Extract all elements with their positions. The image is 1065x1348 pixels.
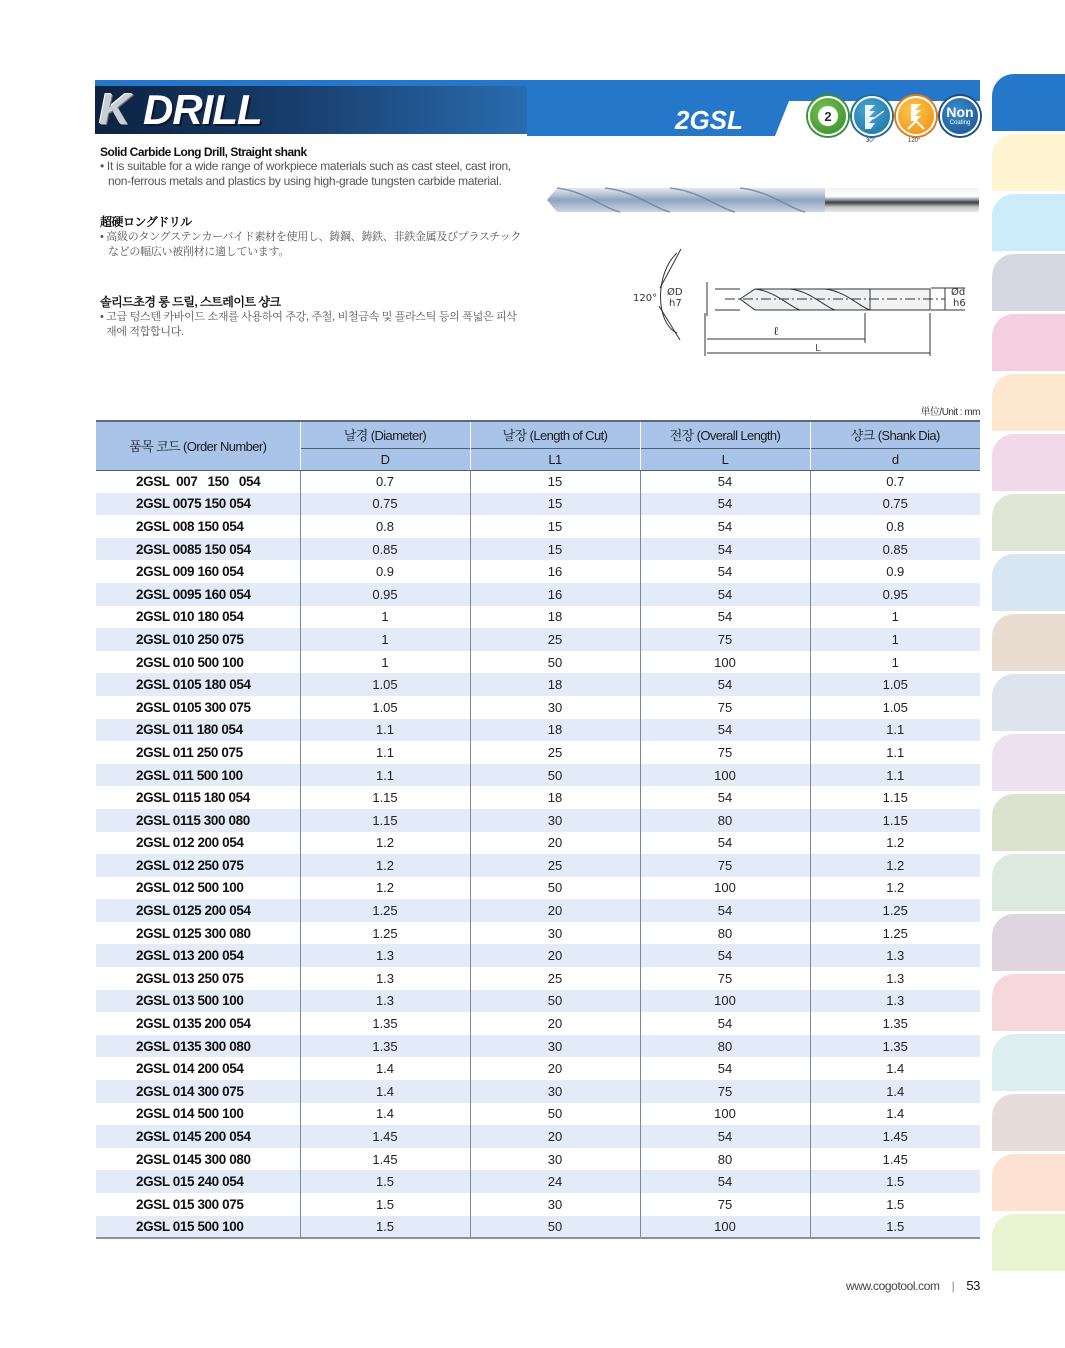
length-of-cut-cell: 16 [470, 560, 640, 583]
diameter-cell: 1.35 [300, 1035, 470, 1058]
length-of-cut-cell: 50 [470, 1103, 640, 1126]
length-of-cut-cell: 20 [470, 1012, 640, 1035]
cut-length-label: ℓ [773, 324, 779, 338]
side-tab[interactable] [992, 734, 1065, 791]
diameter-cell: 1.2 [300, 832, 470, 855]
order-number-cell: 2GSL 013 250 075 [136, 970, 244, 986]
side-tab[interactable] [992, 974, 1065, 1031]
diameter-cell: 1.25 [300, 899, 470, 922]
order-number-cell: 2GSL 011 500 100 [96, 764, 300, 787]
length-of-cut-cell: 50 [470, 990, 640, 1013]
order-number-cell: 2GSL 007 150 054 [136, 474, 261, 490]
table-row [96, 1012, 980, 1035]
spec-table-body [96, 470, 980, 1238]
coating-label: Non [946, 104, 974, 120]
description-jp-line: などの幅広い被削材に適しています。 [108, 246, 290, 258]
shank-dia-cell: 1.05 [810, 673, 980, 696]
shank-dia-cell: 1.3 [810, 967, 980, 990]
shank-dia-cell: 1 [810, 606, 980, 629]
table-row [96, 1035, 980, 1058]
overall-length-cell: 100 [640, 1216, 810, 1239]
diameter-cell: 1.1 [300, 719, 470, 742]
order-number-cell: 2GSL 0135 200 054 [136, 1016, 251, 1032]
length-of-cut-cell: 30 [470, 696, 640, 719]
overall-length-cell: 80 [640, 1035, 810, 1058]
overall-length-cell: 54 [640, 560, 810, 583]
length-of-cut-cell: 20 [470, 944, 640, 967]
unit-label: 単位/Unit : mm [920, 407, 980, 418]
diameter-cell: 1.5 [300, 1193, 470, 1216]
header-symbol-d: D [300, 448, 470, 470]
diameter-label: ØD [667, 287, 683, 298]
section-side-tabs [992, 74, 1065, 1274]
description-jp [100, 213, 550, 260]
table-row [96, 990, 980, 1013]
side-tab[interactable] [992, 254, 1065, 311]
order-number-cell: 2GSL 011 250 075 [136, 744, 243, 760]
diameter-cell: 1.5 [300, 1170, 470, 1193]
shank-dia-cell: 1.5 [810, 1193, 980, 1216]
diameter-cell: 1 [300, 628, 470, 651]
shank-dia-cell: 1.35 [810, 1012, 980, 1035]
drill-product-image [545, 183, 982, 217]
side-tab[interactable] [992, 914, 1065, 971]
order-number-cell: 2GSL 010 500 100 [136, 654, 244, 670]
shank-dia-cell: 1.45 [810, 1148, 980, 1171]
side-tab[interactable] [992, 434, 1065, 491]
order-number-cell: 2GSL 0115 300 080 [96, 809, 300, 832]
shank-dia-cell: 1.1 [810, 764, 980, 787]
table-row [96, 764, 980, 787]
diameter-cell: 1.4 [300, 1080, 470, 1103]
side-tab[interactable] [992, 614, 1065, 671]
length-of-cut-cell: 20 [470, 899, 640, 922]
overall-length-cell: 54 [640, 538, 810, 561]
description-jp-title: 超硬ロングドリル [100, 215, 192, 229]
diameter-cell: 0.85 [300, 538, 470, 561]
overall-length-cell: 100 [640, 990, 810, 1013]
overall-length-cell: 54 [640, 944, 810, 967]
table-row [96, 741, 980, 764]
product-code: 2GSL [675, 105, 743, 135]
side-tab[interactable] [992, 854, 1065, 911]
shank-dia-cell: 0.95 [810, 583, 980, 606]
diameter-cell: 1.45 [300, 1148, 470, 1171]
feature-badges [806, 96, 982, 144]
logo-k: K [99, 85, 129, 134]
order-number-cell: 2GSL 012 250 075 [96, 854, 300, 877]
order-number-cell: 2GSL 0095 160 054 [96, 583, 300, 606]
order-number-cell: 2GSL 0145 200 054 [96, 1125, 300, 1148]
side-tab[interactable] [992, 1034, 1065, 1091]
table-row [96, 967, 980, 990]
order-number-cell: 2GSL 015 240 054 [96, 1170, 300, 1193]
shank-dia-cell: 1.35 [810, 1035, 980, 1058]
two-flute-icon [808, 96, 848, 136]
description-en-title: Solid Carbide Long Drill, Straight shank [100, 145, 307, 159]
table-row [96, 515, 980, 538]
length-of-cut-cell: 30 [470, 1148, 640, 1171]
table-row [96, 1216, 980, 1239]
table-row [96, 1148, 980, 1171]
side-tab[interactable] [992, 74, 1065, 131]
shank-dia-cell: 1.4 [810, 1057, 980, 1080]
table-row [96, 538, 980, 561]
order-number-cell: 2GSL 013 500 100 [96, 990, 300, 1013]
shank-dia-cell: 1.4 [810, 1103, 980, 1126]
header-symbol-l1: L1 [470, 448, 640, 470]
length-of-cut-cell: 15 [470, 515, 640, 538]
page-footer [800, 1278, 980, 1293]
overall-length-cell: 100 [640, 1103, 810, 1126]
table-row [96, 922, 980, 945]
shank-dia-cell: 1.05 [810, 696, 980, 719]
overall-length-cell: 80 [640, 922, 810, 945]
table-row [96, 1057, 980, 1080]
description-kr-line: • 고급 텅스텐 카바이드 소재를 사용하여 주강, 주철, 비철금속 및 플라스틱 등의 폭넓은 피삭 [100, 311, 517, 323]
table-row [96, 560, 980, 583]
overall-length-cell: 54 [640, 899, 810, 922]
helix-glyph-icon [857, 101, 887, 131]
table-row [96, 651, 980, 674]
side-tab[interactable] [992, 194, 1065, 251]
length-of-cut-cell: 15 [470, 470, 640, 493]
diameter-cell: 1.35 [300, 1012, 470, 1035]
banner-logo-area [95, 86, 530, 134]
diameter-cell: 1.3 [300, 990, 470, 1013]
description-en-line: • It is suitable for a wide range of workpiece materials such as cast steel, cast iron, [100, 159, 511, 173]
order-number-cell: 2GSL 0085 150 054 [96, 538, 300, 561]
description-en [100, 145, 550, 189]
length-of-cut-cell: 15 [470, 493, 640, 516]
header-overall-length: 전장 (Overall Length) [640, 421, 810, 448]
shank-dia-cell: 1.2 [810, 832, 980, 855]
length-of-cut-cell: 30 [470, 922, 640, 945]
table-row [96, 944, 980, 967]
footer-separator: | [951, 1279, 955, 1293]
length-of-cut-cell: 30 [470, 809, 640, 832]
overall-length-cell: 54 [640, 719, 810, 742]
website-link[interactable]: www.cogotool.com [845, 1279, 940, 1293]
diameter-cell: 1.1 [300, 741, 470, 764]
shank-dia-cell: 1.3 [810, 990, 980, 1013]
length-of-cut-cell: 25 [470, 854, 640, 877]
overall-length-cell: 54 [640, 583, 810, 606]
shank-dia-cell: 1 [810, 651, 980, 674]
shank-dia-cell: 1 [810, 628, 980, 651]
diameter-cell: 1 [300, 651, 470, 674]
order-number-cell: 2GSL 0115 180 054 [136, 790, 250, 806]
order-number-cell: 2GSL 012 500 100 [136, 880, 244, 896]
point-angle-icon [896, 96, 936, 136]
length-of-cut-cell: 30 [470, 1080, 640, 1103]
length-of-cut-cell: 50 [470, 1216, 640, 1239]
table-row [96, 899, 980, 922]
table-row [96, 719, 980, 742]
order-number-cell: 2GSL 0125 300 080 [136, 925, 251, 941]
diameter-cell: 1.25 [300, 922, 470, 945]
diameter-cell: 1.45 [300, 1125, 470, 1148]
overall-length-cell: 75 [640, 1193, 810, 1216]
overall-length-cell: 54 [640, 606, 810, 629]
shank-dia-cell: 1.25 [810, 899, 980, 922]
diameter-cell: 1.2 [300, 854, 470, 877]
length-of-cut-cell: 20 [470, 1057, 640, 1080]
overall-length-cell: 75 [640, 1080, 810, 1103]
header-length-of-cut: 날장 (Length of Cut) [470, 421, 640, 448]
length-of-cut-cell: 25 [470, 741, 640, 764]
shank-dia-cell: 0.8 [810, 515, 980, 538]
side-tab[interactable] [992, 674, 1065, 731]
overall-length-cell: 75 [640, 628, 810, 651]
shank-dia-cell: 1.45 [810, 1125, 980, 1148]
shank-dia-cell: 1.1 [810, 741, 980, 764]
drill-dimension-diagram [625, 243, 975, 361]
table-row [96, 1125, 980, 1148]
overall-length-cell: 54 [640, 673, 810, 696]
table-row [96, 1080, 980, 1103]
length-of-cut-cell: 18 [470, 786, 640, 809]
diameter-cell: 1.05 [300, 673, 470, 696]
table-row [96, 1170, 980, 1193]
table-row [96, 854, 980, 877]
overall-length-cell: 54 [640, 470, 810, 493]
helix-angle-caption: 30° [866, 138, 876, 144]
diameter-cell: 1.05 [300, 696, 470, 719]
overall-length-cell: 75 [640, 854, 810, 877]
overall-length-cell: 54 [640, 1057, 810, 1080]
shank-dia-cell: 0.75 [810, 493, 980, 516]
overall-length-cell: 100 [640, 877, 810, 900]
angle-label: 120° [633, 293, 658, 304]
point-glyph-icon [901, 101, 931, 131]
table-row [96, 832, 980, 855]
diameter-cell: 1.4 [300, 1103, 470, 1126]
overall-length-cell: 54 [640, 493, 810, 516]
page-number: 53 [966, 1278, 980, 1293]
shank-tolerance: h6 [953, 298, 966, 309]
table-row [96, 606, 980, 629]
shank-dia-cell: 0.9 [810, 560, 980, 583]
order-number-cell: 2GSL 014 200 054 [136, 1061, 244, 1077]
length-of-cut-cell: 50 [470, 877, 640, 900]
length-of-cut-cell: 30 [470, 1193, 640, 1216]
diameter-cell: 0.9 [300, 560, 470, 583]
order-number-cell: 2GSL 0125 200 054 [96, 899, 300, 922]
length-of-cut-cell: 50 [470, 764, 640, 787]
header-order-number: 품목 코드 (Order Number) [96, 421, 300, 470]
diameter-cell: 0.75 [300, 493, 470, 516]
diameter-tolerance: h7 [669, 298, 682, 309]
diameter-cell: 1.1 [300, 764, 470, 787]
length-of-cut-cell: 15 [470, 538, 640, 561]
side-tab[interactable] [992, 134, 1065, 191]
order-number-cell: 2GSL 014 300 075 [96, 1080, 300, 1103]
overall-length-cell: 100 [640, 764, 810, 787]
shank-dia-cell: 1.2 [810, 877, 980, 900]
order-number-cell: 2GSL 0135 300 080 [96, 1035, 300, 1058]
description-kr [100, 293, 550, 340]
order-number-cell: 2GSL 013 200 054 [96, 944, 300, 967]
helix-angle-icon [852, 96, 892, 136]
description-kr-line: 재에 적합합니다. [106, 326, 184, 338]
diameter-cell: 1.3 [300, 944, 470, 967]
length-of-cut-cell: 18 [470, 673, 640, 696]
side-tab[interactable] [992, 374, 1065, 431]
table-row [96, 628, 980, 651]
shank-dia-cell: 1.1 [810, 719, 980, 742]
overall-length-cell: 54 [640, 786, 810, 809]
shank-dia-cell: 1.25 [810, 922, 980, 945]
length-of-cut-cell: 20 [470, 832, 640, 855]
non-coating-icon [940, 96, 980, 136]
side-tab[interactable] [992, 554, 1065, 611]
overall-length-cell: 75 [640, 741, 810, 764]
side-tab[interactable] [992, 1154, 1065, 1211]
overall-length-cell: 80 [640, 1148, 810, 1171]
table-row [96, 809, 980, 832]
length-of-cut-cell: 25 [470, 967, 640, 990]
header-symbol-l: L [640, 448, 810, 470]
diameter-cell: 1.15 [300, 809, 470, 832]
logo-drill-text: DRILL [143, 86, 262, 133]
description-kr-title: 솔리드초경 롱 드릴, 스트레이트 샹크 [100, 295, 281, 309]
table-row [96, 1193, 980, 1216]
header-diameter: 날경 (Diameter) [300, 421, 470, 448]
table-row [96, 696, 980, 719]
header-symbol-shank: d [810, 448, 980, 470]
shank-dia-cell: 1.15 [810, 809, 980, 832]
order-number-cell: 2GSL 014 500 100 [136, 1106, 244, 1122]
order-number-cell: 2GSL 009 160 054 [136, 564, 244, 580]
overall-length-cell: 75 [640, 696, 810, 719]
point-angle-caption: 120° [908, 138, 921, 144]
order-number-cell: 2GSL 015 300 075 [136, 1196, 244, 1212]
table-row [96, 786, 980, 809]
diameter-cell: 0.7 [300, 470, 470, 493]
order-number-cell: 2GSL 0105 300 075 [136, 699, 251, 715]
coating-sublabel: Coating [949, 120, 971, 126]
side-tab[interactable] [992, 494, 1065, 551]
table-row [96, 583, 980, 606]
diameter-cell: 0.95 [300, 583, 470, 606]
length-of-cut-cell: 30 [470, 1035, 640, 1058]
side-tab[interactable] [992, 794, 1065, 851]
side-tab[interactable] [992, 1214, 1065, 1271]
diameter-cell: 1.3 [300, 967, 470, 990]
diameter-cell: 1.15 [300, 786, 470, 809]
order-number-cell: 2GSL 010 250 075 [96, 628, 300, 651]
order-number-cell: 2GSL 0075 150 054 [96, 493, 300, 516]
order-number-cell: 2GSL 015 500 100 [96, 1216, 300, 1239]
shank-dia-cell: 0.7 [810, 470, 980, 493]
flute-count: 2 [818, 106, 838, 126]
overall-length-cell: 54 [640, 515, 810, 538]
overall-length-cell: 75 [640, 967, 810, 990]
header-shank-dia: 샹크 (Shank Dia) [810, 421, 980, 448]
length-of-cut-cell: 50 [470, 651, 640, 674]
order-number-cell: 2GSL 011 180 054 [96, 719, 300, 742]
length-of-cut-cell: 18 [470, 606, 640, 629]
table-row [96, 673, 980, 696]
diameter-cell: 1.2 [300, 877, 470, 900]
table-row [96, 877, 980, 900]
order-number-cell: 2GSL 008 150 054 [136, 518, 244, 534]
shank-dia-cell: 1.15 [810, 786, 980, 809]
table-row [96, 1103, 980, 1126]
description-jp-line: • 高級のタングステンカーバイド素材を使用し、鋳鋼、鋳鉄、非鉄金属及びプラスチック [100, 231, 522, 243]
diameter-cell: 0.8 [300, 515, 470, 538]
overall-length-cell: 54 [640, 832, 810, 855]
order-number-cell: 2GSL 012 200 054 [136, 835, 244, 851]
overall-length-cell: 54 [640, 1170, 810, 1193]
description-en-line: non-ferrous metals and plastics by using high-grade tungsten carbide material. [108, 174, 502, 188]
shank-dia-cell: 1.4 [810, 1080, 980, 1103]
order-number-cell: 2GSL 010 180 054 [136, 609, 244, 625]
length-of-cut-cell: 20 [470, 1125, 640, 1148]
order-number-cell: 2GSL 0145 300 080 [136, 1151, 251, 1167]
shank-dia-cell: 1.5 [810, 1216, 980, 1239]
shank-dia-cell: 1.5 [810, 1170, 980, 1193]
shank-dia-cell: 1.3 [810, 944, 980, 967]
side-tab[interactable] [992, 314, 1065, 371]
order-number-cell: 2GSL 0105 180 054 [96, 673, 300, 696]
overall-length-cell: 54 [640, 1012, 810, 1035]
shank-label: Ød [951, 287, 966, 298]
diameter-cell: 1.5 [300, 1216, 470, 1239]
length-of-cut-cell: 25 [470, 628, 640, 651]
diameter-cell: 1.4 [300, 1057, 470, 1080]
table-row [96, 470, 980, 493]
diameter-cell: 1 [300, 606, 470, 629]
spec-table [96, 420, 980, 1239]
overall-length-cell: 100 [640, 651, 810, 674]
table-row [96, 493, 980, 516]
overall-length-label: L [815, 343, 821, 354]
length-of-cut-cell: 24 [470, 1170, 640, 1193]
length-of-cut-cell: 16 [470, 583, 640, 606]
shank-dia-cell: 0.85 [810, 538, 980, 561]
overall-length-cell: 54 [640, 1125, 810, 1148]
overall-length-cell: 80 [640, 809, 810, 832]
shank-dia-cell: 1.2 [810, 854, 980, 877]
side-tab[interactable] [992, 1094, 1065, 1151]
length-of-cut-cell: 18 [470, 719, 640, 742]
